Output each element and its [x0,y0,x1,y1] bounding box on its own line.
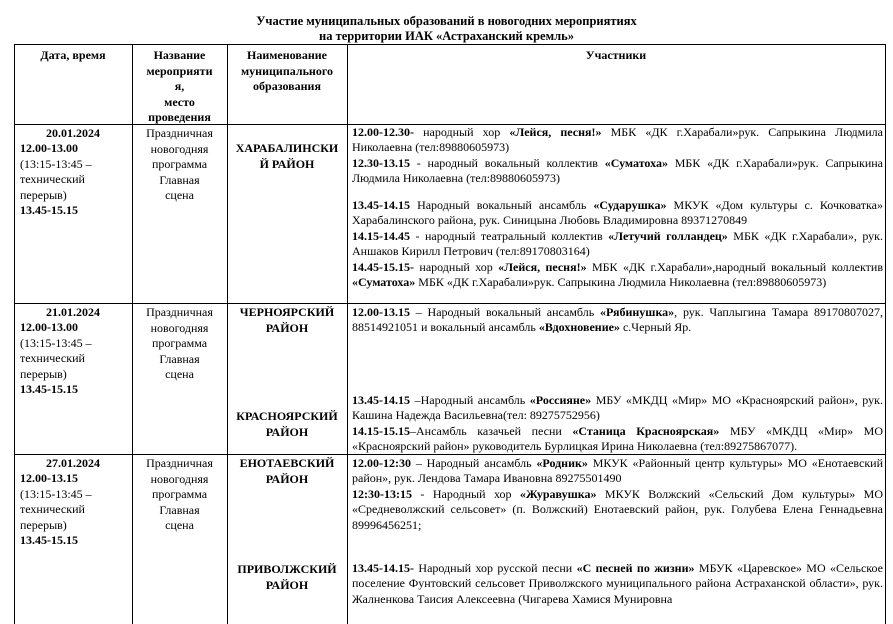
header-participants: Участники [585,48,647,62]
event-line: Праздничная [146,126,213,140]
district-line: ПРИВОЛЖСКИЙ [237,562,337,576]
participant-entry: 12.00-13.15 – Народный вокальный ансамбль «Рябинушка», рук. Чаплыгина Тамара 89170807027, 88514921051 и вокальный ансамбль «Вдохновение» с.Черный Яр. [352,305,883,335]
participants-row-1-group-2 [352,198,883,290]
participant-entry: 13.45-14.15- Народный хор русской песни «С песней по жизни» МБУК «Царевское» МО «Сельское поселение Фунтовский сельсовет Приволжского муниципального района Астраханской области», рук. Жалненкова Таисия Алексеевна (Чигарева Хамися Мунировна [352,561,883,606]
time-cell-row-2 [20,320,130,398]
district-line: Й РАЙОН [259,157,315,171]
date-cell-row-2 [14,305,132,321]
event-cell-row-1 [132,126,227,204]
participants-row-3-group-2 [352,561,883,607]
district-privolzhsky [227,561,347,593]
participant-entry: 14.15-14.45 - народный театральный коллектив «Летучий голландец» МБК «ДК г.Харабали», рук. Аншаков Кирилл Петрович (тел:89170803164) [352,228,884,259]
date: 21.01.2024 [46,305,100,319]
event-line: сцена [165,518,194,532]
district-line: ХАРАБАЛИНСКИ [235,141,339,155]
district-chernoyarsky [227,304,347,336]
district-line: РАЙОН [265,472,309,486]
date-cell-row-1 [14,126,132,142]
event-line: Праздничная [146,456,213,470]
event-line: сцена [165,367,194,381]
time-slot: 12.00-13.15 [20,471,78,485]
district-enotaevsky [227,455,347,487]
district-line: ЧЕРНОЯРСКИЙ [239,305,335,319]
time-slot: 13.45-15.15 [20,382,78,396]
table-border-top [14,44,886,45]
participant-entry: 12.00-12.30- народный хор «Лейся, песня!» МБК «ДК г.Харабали»рук. Сапрыкина Людмила Николаевна (тел:89880605973) [352,125,883,155]
column-divider-3 [347,44,348,624]
participant-entry: 12.00-12:30 – Народный ансамбль «Родник» МКУК «Районный центр культуры» МО «Енотаевский район», рук. Лендова Тамара Ивановна 89275501490 [352,456,883,486]
event-line: новогодняя [150,141,209,156]
event-line: Главная [159,502,200,517]
header-event-line: место [164,94,195,109]
header-municipality-line: образования [253,79,321,93]
district-line: КРАСНОЯРСКИЙ [236,409,338,423]
participant-entry: 12:30-13:15 - Народный хор «Журавушка» МКУК Волжский «Сельский Дом культуры» МО «Средневолжский сельсовет» (п. Волжский) Енотаевский район, рук. Голубева Елена Геннадьевна 89996456251; [352,486,884,532]
event-line: Праздничная [146,305,213,319]
district-kharabali [227,140,347,172]
date: 20.01.2024 [46,126,100,140]
break-note: перерыв) [20,187,67,202]
time-cell-row-3 [20,471,130,549]
event-line: программа [151,157,208,171]
title-line-1: Участие муниципальных образований в новогодних мероприятиях [256,14,637,28]
title-line-2: на территории ИАК «Астраханский кремль» [319,29,574,43]
header-event-line: проведения [148,110,211,124]
participant-entry: 13.45-14.15 –Народный ансамбль «Россияне» МБУ «МКДЦ «Мир» МО «Красноярский район», рук. Кашина Надежда Васильевна(тел: 89275752956) [352,393,883,423]
break-note: перерыв) [20,366,67,381]
header-municipality [227,48,347,95]
header-event [132,48,227,126]
break-note: (13:15-13:45 – [20,486,92,501]
participant-entry: 13.45-14.15 Народный вокальный ансамбль «Сударушка» МКУК «Дом культуры с. Кочковатка» Харабалинского района, рук. Синицына Любовь Владимировна 89371270849 [352,198,883,228]
time-slot: 12.00-13.00 [20,320,78,334]
participants-row-2-group-2 [352,393,883,455]
schedule-table [14,44,886,624]
break-note: (13:15-13:45 – [20,156,92,171]
district-line: РАЙОН [265,578,309,592]
event-cell-row-2 [132,305,227,383]
break-note: перерыв) [20,517,67,532]
participants-row-2-group-1 [352,305,883,336]
participants-row-3-group-1 [352,456,883,533]
header-municipality-line: Наименование [247,48,327,62]
time-slot: 13.45-15.15 [20,203,78,217]
header-event-line: мероприяти [146,63,213,78]
time-cell-row-1 [20,141,130,219]
header-date-time: Дата, время [40,48,106,62]
break-note: технический [20,172,85,186]
date-cell-row-3 [14,456,132,472]
header-event-line: Название [153,48,206,62]
date: 27.01.2024 [46,456,100,470]
break-note: технический [20,502,85,516]
district-line: РАЙОН [265,321,309,335]
event-line: новогодняя [150,320,209,335]
district-line: ЕНОТАЕВСКИЙ [239,456,335,470]
event-line: Главная [159,172,200,187]
break-note: технический [20,351,85,365]
event-line: программа [151,487,208,501]
participants-row-1-group-1 [352,125,883,187]
header-event-line: я, [174,79,185,93]
document-title [0,14,893,44]
participant-entry: 14.15-15.15–Ансамбль казачьей песни «Станица Красноярская» МБУ «МКДЦ «Мир» МО «Красноярский район» руководитель Бурлицкая Ирина Николаевна (тел:89275867077). [352,423,883,454]
district-line: РАЙОН [265,425,309,439]
event-line: программа [151,336,208,350]
break-note: (13:15-13:45 – [20,335,92,350]
table-border-right [885,44,886,624]
district-krasnoyarsky [227,408,347,440]
event-line: сцена [165,188,194,202]
time-slot: 12.00-13.00 [20,141,78,155]
header-municipality-line: муниципального [241,63,333,78]
event-cell-row-3 [132,456,227,534]
row-divider-1 [14,303,886,304]
participant-entry: 12.30-13.15 - народный вокальный коллектив «Суматоха» МБК «ДК г.Харабали»рук. Сапрыкина Людмила Николаевна (тел:89880605973) [352,155,884,186]
event-line: Главная [159,351,200,366]
participant-entry: 14.45-15.15- народный хор «Лейся, песня!» МБК «ДК г.Харабали»,народный вокальный коллектив «Суматоха» МБК «ДК г.Харабали»рук. Сапрыкина Людмила Николаевна (тел:89880605973) [352,259,883,290]
time-slot: 13.45-15.15 [20,533,78,547]
event-line: новогодняя [150,471,209,486]
